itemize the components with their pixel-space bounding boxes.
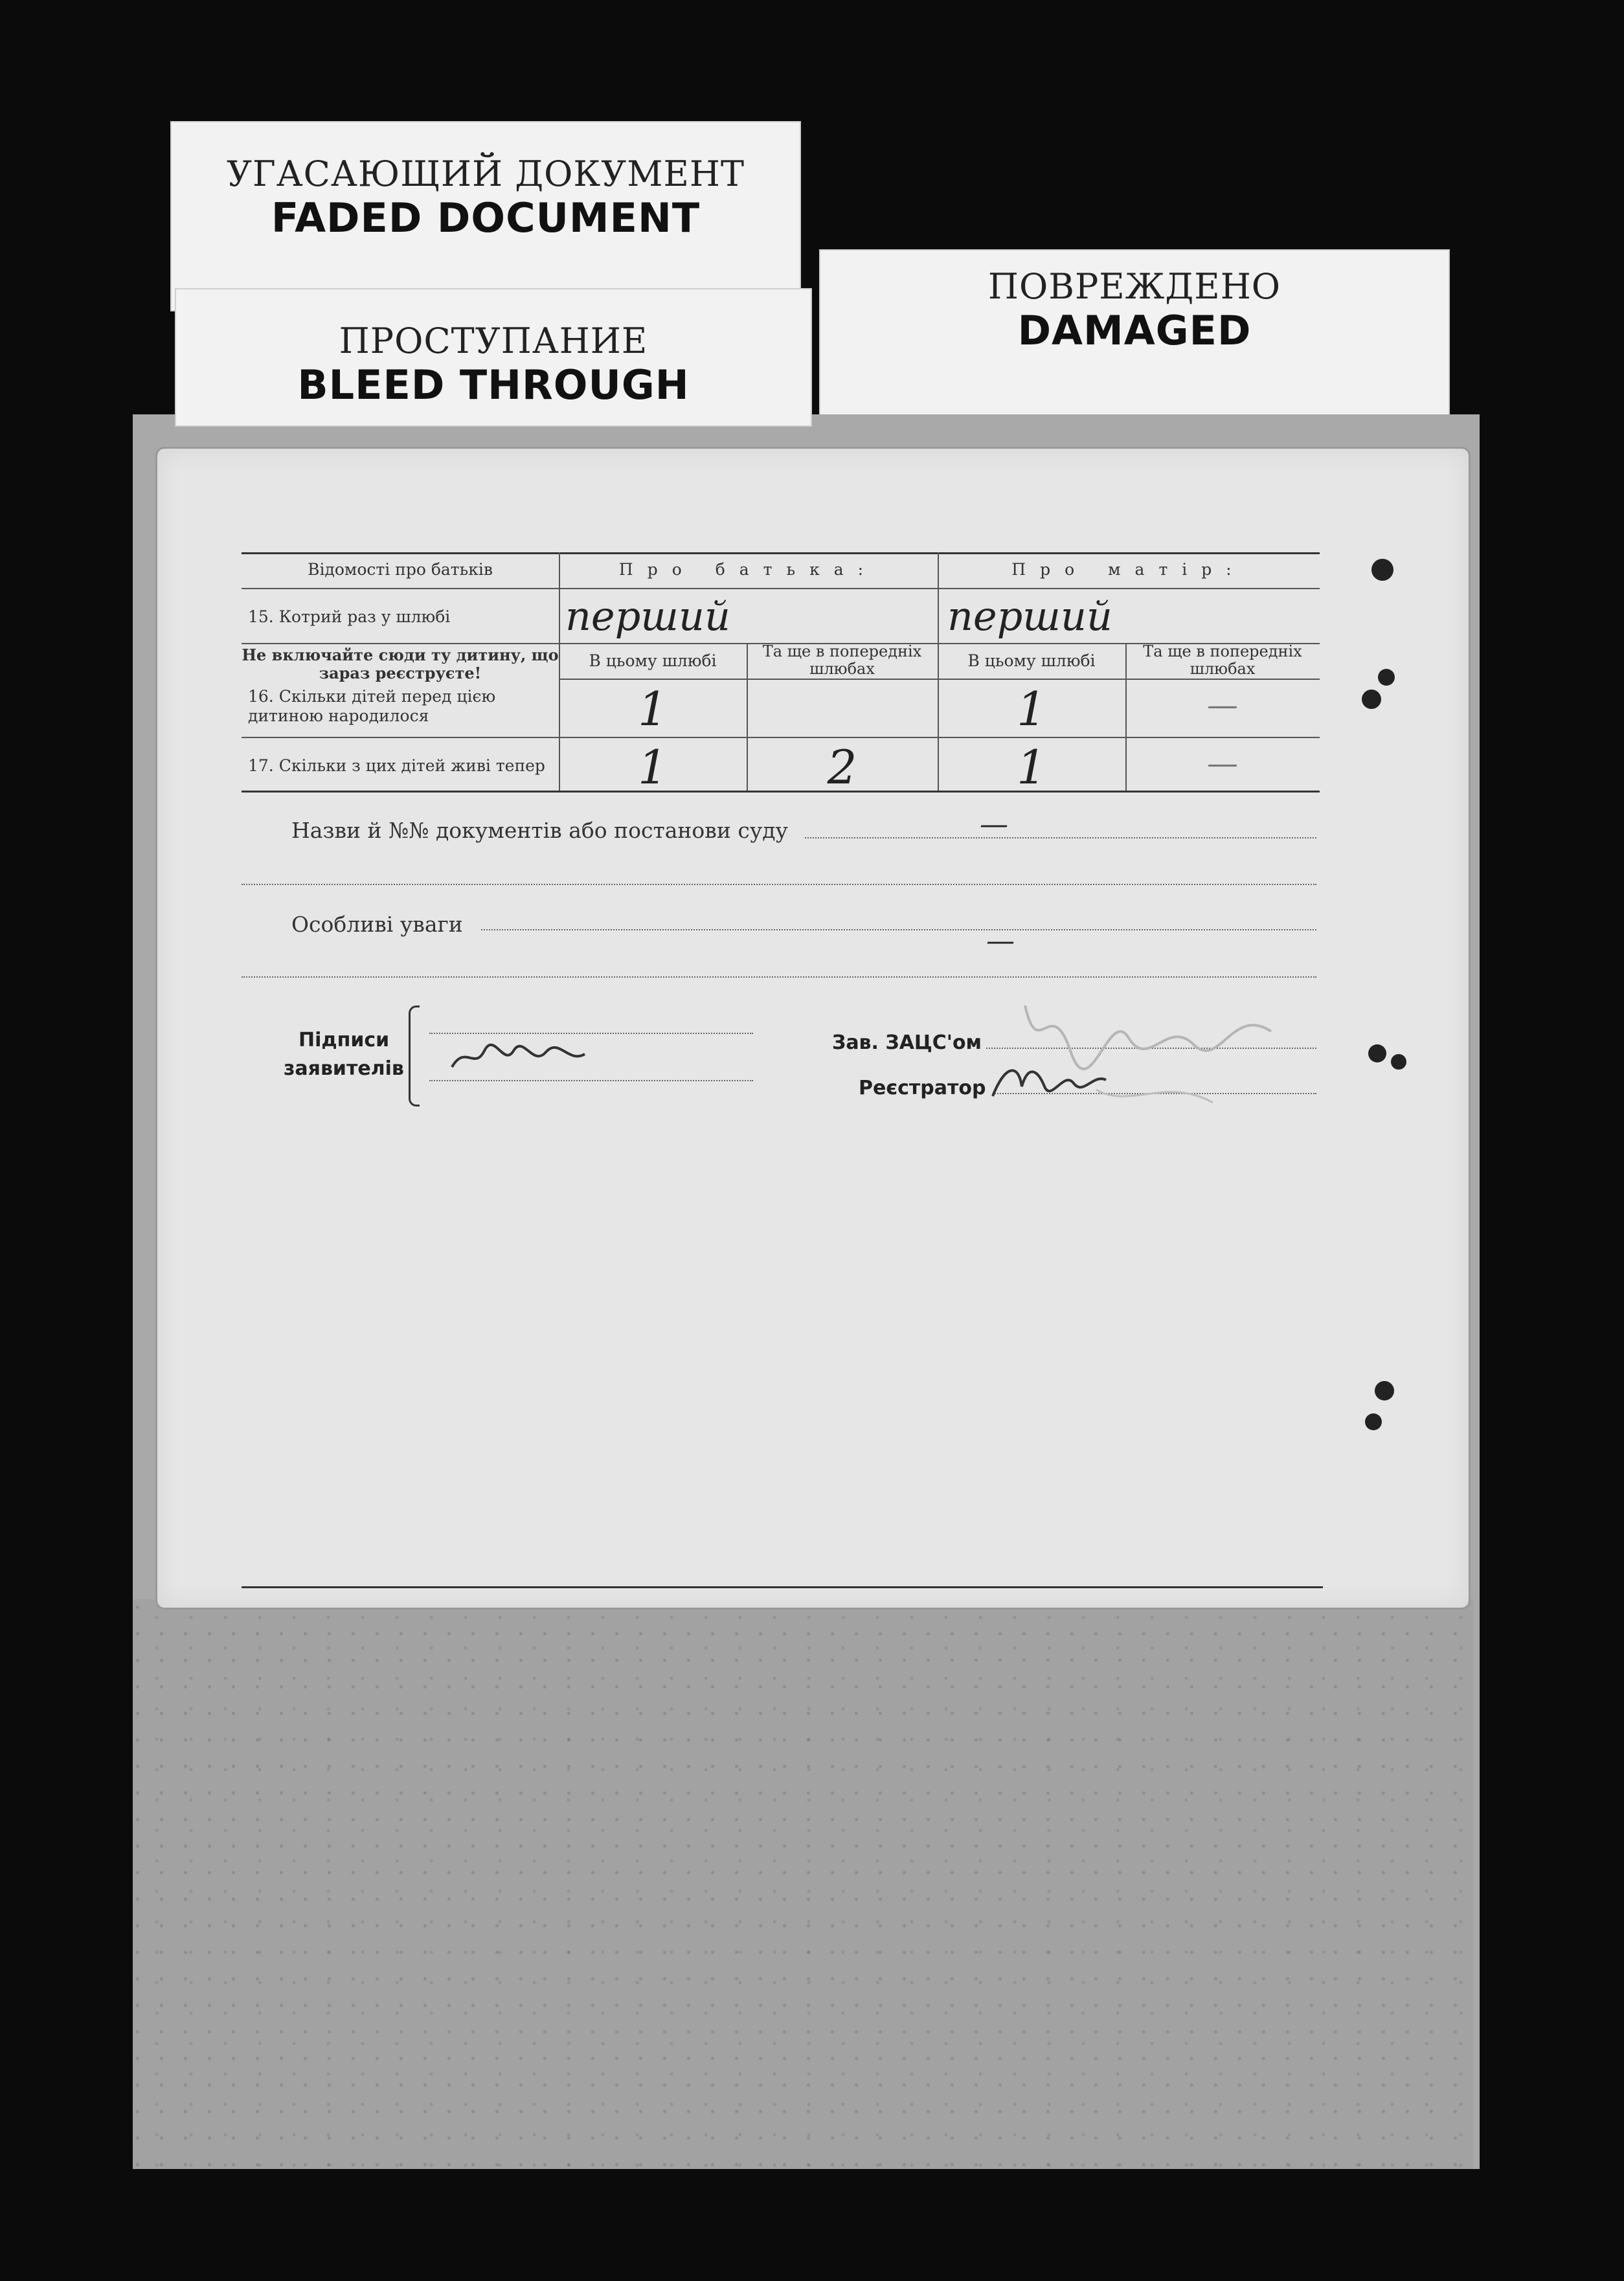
damage-hole: [1368, 1044, 1386, 1062]
flag-faded-ru: УГАСАЮЩИЙ ДОКУМЕНТ: [226, 153, 745, 194]
row17-label: 17. Скільки з цих дітей живі тепер: [248, 756, 545, 775]
head-label: Зав. ЗАЦС'ом: [832, 1031, 982, 1054]
row17-father-this: 1: [638, 740, 668, 794]
row16-father-this: 1: [638, 682, 668, 736]
notes-label: Особливі уваги: [291, 912, 463, 937]
row16-label: 16. Скільки дітей перед цією дитиною народилося: [248, 687, 496, 725]
row15-mother-value: перший: [947, 592, 1112, 640]
signatures-label-2: заявителів: [284, 1057, 404, 1080]
documents-line-2: [242, 884, 1316, 885]
damage-hole: [1362, 690, 1381, 709]
damage-hole: [1378, 669, 1395, 686]
notes-value: —: [986, 925, 1015, 958]
sub-this-marriage-father: В цьому шлюбі: [589, 651, 717, 670]
document-sheet: [155, 447, 1471, 1610]
header-info: Відомості про батьків: [308, 560, 493, 579]
row16-mother-this: 1: [1017, 682, 1046, 736]
signature-line-1: [429, 1033, 753, 1034]
row17-father-prev: 2: [827, 740, 857, 794]
row17-mother-prev: —: [1207, 745, 1238, 781]
documents-label: Назви й №№ документів або постанови суду: [291, 818, 788, 843]
documents-line: [805, 837, 1316, 838]
folder-board-lower: [133, 1599, 1473, 2169]
bleed-through-flag: [175, 288, 812, 427]
damage-hole: [1365, 1413, 1382, 1430]
faded-document-flag: [170, 121, 801, 311]
sheet-bottom-rule: [242, 1586, 1323, 1588]
row17-mother-this: 1: [1017, 740, 1046, 794]
flag-damaged-ru: ПОВРЕЖДЕНО: [987, 266, 1281, 307]
damage-hole: [1391, 1054, 1406, 1070]
signature-line-2: [429, 1080, 753, 1081]
flag-bleed-ru: ПРОСТУПАНИЕ: [339, 320, 648, 361]
bleed-through-marks: [999, 980, 1336, 1129]
notes-line: [481, 929, 1316, 930]
signatures-label-1: Підписи: [299, 1029, 390, 1051]
signatures-bracket: [409, 1006, 420, 1107]
flag-bleed-en: BLEED THROUGH: [297, 361, 690, 409]
sub-prev-marriages-mother: Та ще в попередніх шлюбах: [1143, 642, 1302, 678]
header-father: Про батька:: [618, 560, 878, 579]
table-rule: [242, 588, 1320, 589]
header-mother: Про матір:: [1011, 560, 1246, 579]
damage-hole: [1371, 559, 1393, 581]
note-exclude-child: Не включайте сюди ту дитину, що зараз реєструєте!: [242, 646, 559, 682]
row15-label: 15. Котрий раз у шлюбі: [248, 607, 451, 626]
documents-value: —: [980, 808, 1008, 841]
damage-hole: [1375, 1381, 1394, 1400]
table-rule: [242, 552, 1320, 554]
table-rule: [559, 679, 1320, 680]
flag-faded-en: FADED DOCUMENT: [271, 194, 701, 242]
notes-line-2: [242, 976, 1316, 978]
sub-prev-marriages-father: Та ще в попередніх шлюбах: [762, 642, 922, 678]
applicant-signature: [449, 1038, 591, 1077]
table-rule: [242, 737, 1320, 738]
row15-father-value: перший: [565, 592, 730, 640]
damaged-flag: [819, 249, 1450, 427]
registrar-label: Реєстратор: [859, 1077, 986, 1099]
sub-this-marriage-mother: В цьому шлюбі: [967, 651, 1096, 670]
row16-mother-prev: —: [1207, 687, 1238, 723]
flag-damaged-en: DAMAGED: [1017, 307, 1252, 354]
